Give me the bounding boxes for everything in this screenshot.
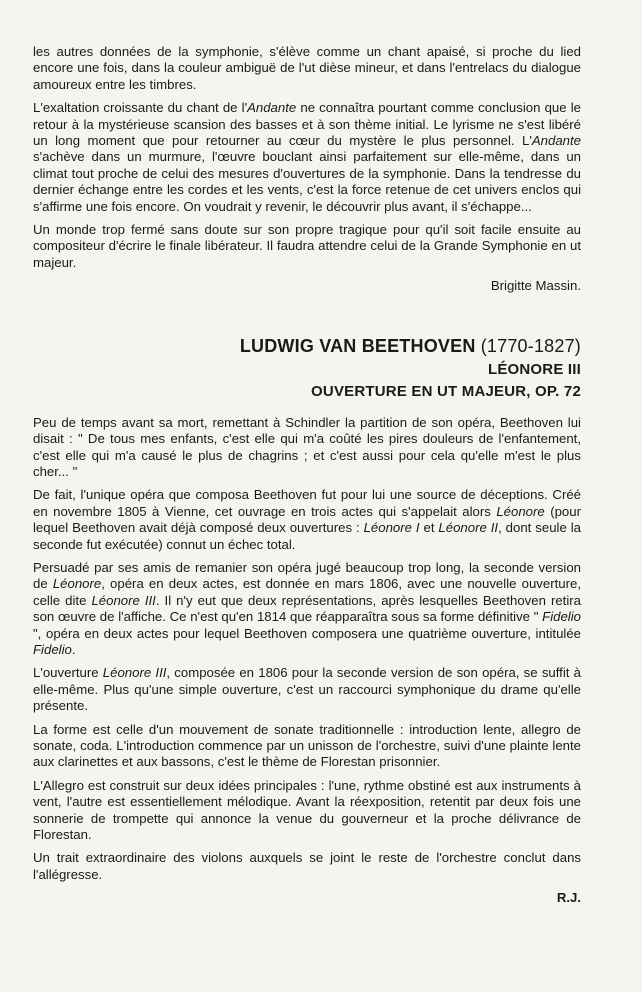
body-paragraph-7: Un trait extraordinaire des violons auxquels se joint le reste de l'orchestre conclut dans l'allégresse. (33, 850, 581, 882)
intro-paragraph-3: Un monde trop fermé sans doute sur son propre tragique pour qu'il soit facile ensuite au compositeur d'écrire le finale libérateur. Il faudra attendre celui de la Grande Symphonie en ut majeur. (33, 222, 581, 270)
work-title: LÉONORE III (487, 360, 581, 378)
work-subtitle: OUVERTURE EN UT MAJEUR, OP. 72 (311, 382, 581, 400)
body-paragraph-1: Peu de temps avant sa mort, remettant à Schindler la partition de son opéra, Beethoven lui disait : " De tous mes enfants, c'est elle qui m'a coûté les pires douleurs de l'enfantement, c'est elle qui m'a causé le plus de chagrins ; et c'est aussi pour cela qu'elle m'est le plus cher... " (33, 414, 581, 479)
body-paragraph-4: L'ouverture Léonore III, composée en 1806 pour la seconde version de son opéra, se suffit à elle-même. Plus qu'une simple ouverture, c'est un raccourci symphonique du drame qu'elle présente. (33, 665, 581, 714)
intro-signature: Brigitte Massin. (490, 278, 581, 294)
composer-name: LUDWIG VAN BEETHOVEN (239, 335, 476, 356)
body-paragraph-3: Persuadé par ses amis de remanier son opéra jugé beaucoup trop long, la seconde version de Léonore, opéra en deux actes, est donnée en mars 1806, avec une nouvelle ouverture, celle dite Léonore III. Il n'y eut que deux représentations, après lesquelles Beethoven retira son œuvre de l'affiche. Ce n'est qu'en 1814 que réapparaîtra sous sa forme définitive " Fidelio ", opéra en deux actes pour lequel Beethoven composera une quatrième ouverture, intitulée Fidelio. (33, 559, 581, 657)
intro-paragraph-1: les autres données de la symphonie, s'élève comme un chant apaisé, si proche du lied encore une fois, dans la couleur ambiguë de l'ut dièse mineur, et dans l'entrelacs du dialogue amoureux entre les timbres. (33, 44, 581, 92)
composer-heading (33, 335, 581, 357)
body-paragraph-6: L'Allegro est construit sur deux idées principales : l'une, rythme obstiné est aux instruments à vent, l'autre est essentiellement mélodique. Avant la réexposition, retentit par deux fois une sonnerie de trompette qui annonce la venue du gouverneur et la proche délivrance de Florestan. (33, 777, 581, 843)
body-paragraph-2: De fait, l'unique opéra que composa Beethoven fut pour lui une source de déceptions. Créé en novembre 1805 à Vienne, cet ouvrage en trois actes qui s'appelait alors Léonore (pour lequel Beethoven avait déjà composé deux ouvertures : Léonore I et Léonore II, dont seule la seconde fut exécutée) connut un échec total. (33, 487, 581, 552)
intro-paragraph-2: L'exaltation croissante du chant de l'Andante ne connaîtra pourtant comme conclusion que le retour à la mystérieuse scansion des basses et à son thème initial. Le lyrisme ne s'est libéré un long moment que pour retourner au cœur du mystère le plus personnel. L'Andante s'achève dans un murmure, l'œuvre bouclant ainsi parfaitement sur elle-même, dans un climat tout proche de celui des mesures d'ouvertures de la symphonie. Dans la tendresse du dernier échange entre les cordes et les vents, c'est la force retenue de cet univers enclos qui s'affirme une fois encore. On voudrait y revenir, le découvrir plus avant, il s'échappe... (33, 100, 581, 214)
composer-years: (1770-1827) (480, 335, 581, 356)
body-signature: R.J. (556, 890, 581, 906)
document-page (33, 44, 581, 907)
body-paragraph-5: La forme est celle d'un mouvement de sonate traditionnelle : introduction lente, allegro de sonate, coda. L'introduction commence par un unisson de l'orchestre, suivi d'une plainte lente aux clarinettes et aux bassons, c'est le thème de Florestan prisonnier. (33, 721, 581, 770)
